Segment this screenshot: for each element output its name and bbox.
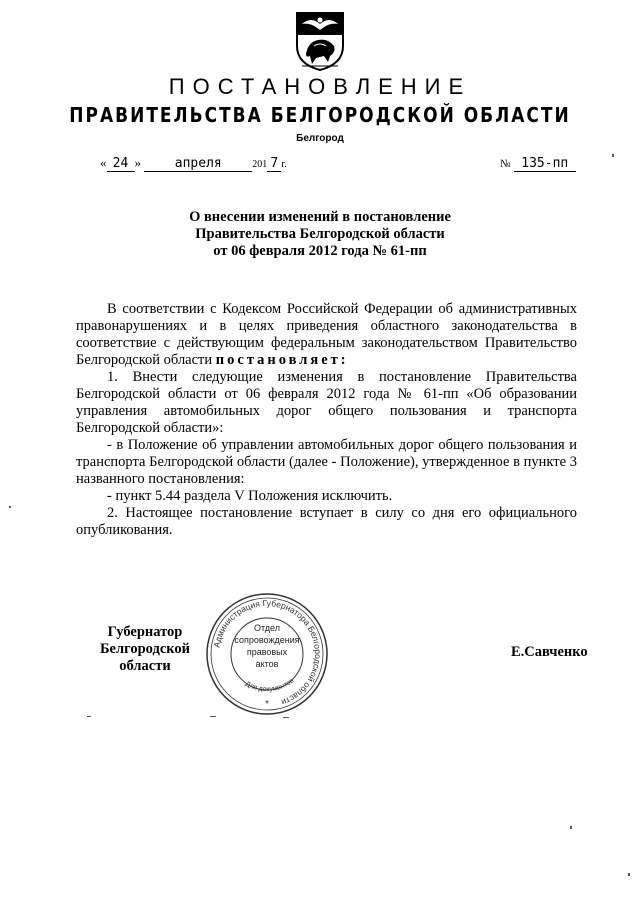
- item-1-paragraph: 1. Внести следующие изменения в постановление Правительства Белгородской области от 06 февраля 2012 года № 61-пп «Об образовании управления автомобильных дорог общего пользования и транспорта Белгородской области»:: [76, 369, 577, 436]
- preamble-paragraph: [76, 301, 577, 369]
- signatory-title-line: Белгородской области: [99, 641, 191, 674]
- resolves-word: постановляет:: [215, 352, 349, 368]
- date-month: апреля: [144, 156, 252, 172]
- issuer-heading: ПРАВИТЕЛЬСТВА БЕЛГОРОДСКОЙ ОБЛАСТИ: [69, 104, 571, 128]
- date-year-unit: г.: [281, 159, 287, 170]
- stamp-line: актов: [255, 659, 279, 669]
- stamp-ring-bottom-text: Для документов: [243, 677, 296, 694]
- signatory-name: Е.Савченко: [511, 644, 588, 660]
- document-type-heading: ПОСТАНОВЛЕНИЕ: [168, 74, 472, 99]
- document-number: [500, 155, 576, 172]
- stamp-line: правовых: [246, 647, 288, 657]
- subject-line: от 06 февраля 2012 года № 61-пп: [213, 243, 427, 259]
- item-1-subparagraph: - в Положение об управлении автомобильных дорог общего пользования и транспорта Белгородской области (далее - Положение), утвержденное в пункте 3 названного постановления:: [76, 437, 577, 487]
- stamp-ring-text: Администрация Губернатора Белгородской области: [211, 597, 324, 708]
- scan-speck: [628, 873, 630, 876]
- item-2-paragraph: 2. Настоящее постановление вступает в силу со дня его официального опубликования.: [76, 505, 577, 538]
- item-1-subpoint: - пункт 5.44 раздела V Положения исключить.: [107, 488, 393, 504]
- signatory-title: [74, 624, 216, 675]
- stamp-star-icon: *: [265, 699, 269, 710]
- subject-line: Правительства Белгородской области: [195, 226, 445, 242]
- document-body: [76, 301, 577, 539]
- coat-of-arms-icon: [294, 10, 346, 72]
- number-value: 135-пп: [514, 156, 576, 172]
- date-day: 24: [107, 156, 135, 172]
- scan-speck: [87, 716, 91, 717]
- signatory-title-line: Губернатор: [107, 624, 183, 640]
- preamble-text: В соответствии с Кодексом Российской Федерации об административных правонарушениях и в целях приведения областного законодательства в соответствие с действующим федеральным законодательством Правительство Белгородской области: [76, 301, 577, 368]
- scan-speck: [612, 154, 614, 157]
- subject-line: О внесении изменений в постановление: [189, 209, 451, 225]
- date-open-quote: «: [100, 155, 107, 170]
- document-date: [100, 155, 287, 172]
- date-close-quote: »: [134, 155, 141, 170]
- scan-speck: [210, 716, 216, 717]
- stamp-center-text: [234, 622, 300, 670]
- scan-speck: [570, 826, 572, 829]
- number-label: №: [500, 158, 511, 170]
- stamp-line: Отдел: [253, 623, 281, 633]
- date-year-suffix: 7: [267, 156, 281, 172]
- document-subject: [0, 209, 640, 260]
- city-label: Белгород: [296, 133, 344, 144]
- stamp-line: сопровождения: [234, 635, 300, 645]
- scan-speck: [283, 717, 289, 718]
- scan-speck: [9, 506, 11, 508]
- date-year-prefix: 201: [252, 159, 268, 170]
